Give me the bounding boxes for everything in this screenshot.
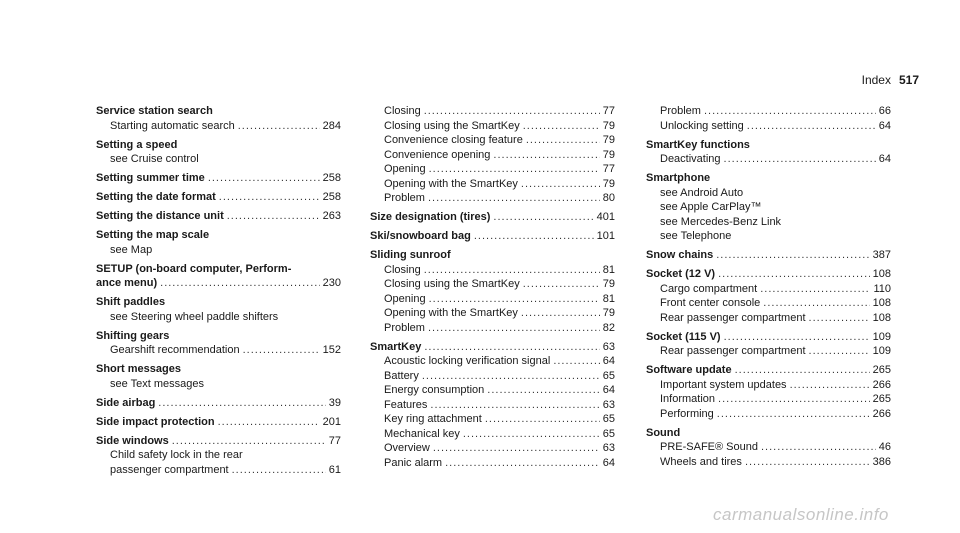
dot-leader <box>172 434 326 449</box>
page-reference: 64 <box>878 153 891 165</box>
index-entry <box>96 396 341 411</box>
index-heading <box>646 363 891 378</box>
entry-text: Setting summer time <box>96 172 205 184</box>
index-subentry <box>646 282 891 297</box>
page-reference: 79 <box>602 148 615 161</box>
entry-text: Socket (12 V) <box>646 268 716 280</box>
page-reference: 101 <box>596 230 615 242</box>
entry-text: Opening with the SmartKey <box>384 307 518 319</box>
index-subentry <box>370 369 615 384</box>
entry-text: Closing <box>384 105 421 117</box>
page-reference: 39 <box>328 396 341 409</box>
index-subentry <box>646 215 891 230</box>
page-reference: 109 <box>872 345 891 357</box>
page-reference: 265 <box>872 393 891 405</box>
page-reference: 284 <box>322 119 341 132</box>
dot-leader <box>716 248 869 263</box>
page-reference: 266 <box>872 407 891 420</box>
entry-text: Mechanical key <box>384 427 460 440</box>
index-heading <box>96 434 341 449</box>
index-entry <box>96 415 341 430</box>
dot-leader <box>422 369 600 384</box>
page-reference: 79 <box>602 278 615 290</box>
entry-text: Smartphone <box>646 172 711 184</box>
index-subentry <box>370 456 615 471</box>
index-heading <box>96 362 341 377</box>
dot-leader <box>430 398 599 413</box>
index-entry <box>370 248 615 335</box>
index-entry <box>370 104 615 206</box>
index-entry <box>96 104 341 133</box>
page-reference: 230 <box>322 277 341 289</box>
index-subentry <box>370 292 615 307</box>
page-reference: 79 <box>602 134 615 146</box>
index-heading <box>96 228 341 243</box>
entry-text: Cargo compartment <box>660 282 758 295</box>
entry-text: Starting automatic search <box>110 119 235 132</box>
entry-text: Side windows <box>96 434 169 447</box>
page-reference: 65 <box>602 369 615 382</box>
entry-text: Rear passenger compartment <box>660 345 806 357</box>
dot-leader <box>158 396 325 411</box>
dot-leader <box>424 340 599 355</box>
entry-text: Closing using the SmartKey <box>384 119 520 132</box>
page-reference: 152 <box>322 344 341 356</box>
index-heading <box>646 248 891 263</box>
page-reference: 387 <box>872 249 891 261</box>
page-reference: 81 <box>602 292 615 305</box>
index-subentry <box>646 392 891 407</box>
index-heading <box>96 209 341 224</box>
entry-text: Features <box>384 398 428 411</box>
entry-text: Opening with the SmartKey <box>384 177 518 190</box>
index-column-2 <box>370 104 615 475</box>
dot-leader <box>218 415 320 430</box>
index-subentry <box>96 310 341 325</box>
dot-leader <box>790 378 870 393</box>
index-subentry <box>646 378 891 393</box>
entry-text: see Map <box>110 243 153 256</box>
index-subentry <box>646 152 891 167</box>
page-reference: 64 <box>602 355 615 367</box>
entry-text: Panic alarm <box>384 456 443 469</box>
entry-text: passenger compartment <box>110 463 229 476</box>
page-number: 517 <box>898 73 919 87</box>
index-entry <box>96 434 341 478</box>
index-subentry <box>646 104 891 119</box>
dot-leader <box>219 190 320 205</box>
index-subentry <box>370 427 615 442</box>
index-title: Index <box>861 73 891 87</box>
index-entry <box>96 262 341 291</box>
entry-text: Acoustic locking verification signal <box>384 355 551 367</box>
entry-text: see Apple CarPlay™ <box>660 201 762 213</box>
index-subentry <box>96 243 341 258</box>
index-subentry <box>646 229 891 244</box>
index-subentry <box>96 119 341 134</box>
page-reference: 77 <box>602 105 615 117</box>
dot-leader <box>493 210 593 225</box>
entry-text: Energy consumption <box>384 384 485 396</box>
index-entry <box>646 426 891 470</box>
entry-text: Information <box>660 393 716 405</box>
entry-text: Sound <box>646 426 681 439</box>
index-subentry <box>370 321 615 336</box>
page-reference: 77 <box>328 434 341 447</box>
page-reference: 258 <box>322 191 341 203</box>
index-subentry <box>646 186 891 201</box>
entry-text: Opening <box>384 292 426 305</box>
entry-text: Problem <box>384 321 425 334</box>
index-entry <box>646 248 891 263</box>
index-heading <box>96 138 341 153</box>
index-heading <box>646 138 891 153</box>
dot-leader <box>523 277 600 292</box>
index-entry <box>646 330 891 359</box>
entry-text: Setting the distance unit <box>96 210 224 222</box>
dot-leader <box>474 229 594 244</box>
index-entry <box>96 329 341 358</box>
index-entry <box>96 295 341 324</box>
index-subentry <box>370 277 615 292</box>
watermark-text: carmanualsonline.info <box>713 505 889 524</box>
entry-text: SETUP (on-board computer, Perform- <box>96 262 292 275</box>
index-heading <box>96 171 341 186</box>
dot-leader <box>424 263 600 278</box>
page-reference: 66 <box>878 105 891 117</box>
page-reference: 258 <box>322 172 341 184</box>
dot-leader <box>208 171 320 186</box>
dot-leader <box>523 119 600 134</box>
index-subentry <box>370 383 615 398</box>
page-reference: 63 <box>602 442 615 454</box>
index-subentry <box>646 344 891 359</box>
index-heading <box>646 426 891 441</box>
index-entry <box>646 267 891 325</box>
entry-text: ance menu) <box>96 277 158 289</box>
entry-text: Size designation (tires) <box>370 211 491 223</box>
index-subentry <box>96 152 341 167</box>
index-heading <box>96 415 341 430</box>
dot-leader <box>809 311 870 326</box>
entry-text: PRE-SAFE® Sound <box>660 441 758 453</box>
index-subentry <box>646 296 891 311</box>
index-subentry <box>370 177 615 192</box>
index-subentry <box>370 398 615 413</box>
index-subentry <box>646 440 891 455</box>
entry-text: see Steering wheel paddle shifters <box>110 310 279 323</box>
page-reference: 79 <box>602 119 615 132</box>
dot-leader <box>243 343 320 358</box>
page-reference: 108 <box>872 268 891 280</box>
index-heading <box>370 210 615 225</box>
page-reference: 108 <box>872 311 891 324</box>
dot-leader <box>485 412 600 427</box>
dot-leader <box>735 363 870 378</box>
index-entry <box>96 209 341 224</box>
entry-text: Sliding sunroof <box>370 249 451 261</box>
dot-leader <box>724 152 876 167</box>
index-subentry <box>646 311 891 326</box>
index-heading <box>646 330 891 345</box>
index-heading <box>96 104 341 119</box>
index-heading <box>370 229 615 244</box>
dot-leader <box>445 456 600 471</box>
dot-leader <box>521 306 600 321</box>
page-reference: 64 <box>602 384 615 396</box>
entry-text: Battery <box>384 369 419 382</box>
index-subentry <box>370 191 615 206</box>
index-entry <box>96 171 341 186</box>
index-column-1 <box>96 104 341 482</box>
index-heading <box>96 295 341 310</box>
index-entry <box>96 138 341 167</box>
index-entry <box>96 362 341 391</box>
dot-leader <box>704 104 876 119</box>
page-reference: 401 <box>596 211 615 223</box>
entry-text: Service station search <box>96 105 213 117</box>
index-heading <box>370 248 615 263</box>
entry-text: Important system updates <box>660 378 787 391</box>
entry-text: Wheels and tires <box>660 455 742 468</box>
index-subentry <box>370 441 615 456</box>
dot-leader <box>429 162 600 177</box>
index-subentry <box>370 412 615 427</box>
entry-text: Child safety lock in the rear <box>110 449 243 461</box>
entry-text: Setting the map scale <box>96 229 210 241</box>
index-subentry <box>370 354 615 369</box>
entry-text: Performing <box>660 407 714 420</box>
page-reference: 263 <box>322 210 341 222</box>
dot-leader <box>763 296 869 311</box>
entry-text: Shift paddles <box>96 296 166 308</box>
index-entry <box>370 340 615 471</box>
entry-text: Opening <box>384 163 426 175</box>
dot-leader <box>232 463 326 478</box>
index-subentry <box>370 104 615 119</box>
dot-leader <box>429 292 600 307</box>
index-heading <box>96 276 341 291</box>
index-subentry <box>370 133 615 148</box>
dot-leader <box>227 209 320 224</box>
index-subentry <box>370 306 615 321</box>
dot-leader <box>718 267 870 282</box>
index-heading <box>96 329 341 344</box>
index-heading <box>96 190 341 205</box>
entry-text: Shifting gears <box>96 329 170 342</box>
page-reference: 65 <box>602 413 615 425</box>
index-heading <box>96 396 341 411</box>
index-subentry <box>646 200 891 215</box>
page-reference: 82 <box>602 321 615 334</box>
page-header <box>862 73 919 87</box>
entry-text: Software update <box>646 364 732 376</box>
entry-text: see Text messages <box>110 377 204 390</box>
dot-leader <box>717 407 870 422</box>
index-entry <box>370 210 615 225</box>
index-subentry <box>96 343 341 358</box>
dot-leader <box>428 321 600 336</box>
page-reference: 110 <box>873 282 891 295</box>
page-reference: 63 <box>602 340 615 353</box>
entry-text: Problem <box>660 105 701 117</box>
index-column-3 <box>646 104 891 474</box>
page-reference: 79 <box>602 177 615 190</box>
entry-text: Unlocking setting <box>660 119 744 132</box>
dot-leader <box>553 354 599 369</box>
entry-text: Problem <box>384 192 425 204</box>
entry-text: SmartKey <box>370 340 422 353</box>
entry-text: see Cruise control <box>110 153 199 165</box>
index-subentry <box>646 407 891 422</box>
entry-text: see Android Auto <box>660 186 744 199</box>
dot-leader <box>521 177 600 192</box>
page-reference: 201 <box>322 415 341 428</box>
dot-leader <box>463 427 600 442</box>
dot-leader <box>487 383 599 398</box>
index-subentry <box>96 448 341 463</box>
dot-leader <box>428 191 600 206</box>
dot-leader <box>761 440 876 455</box>
dot-leader <box>745 455 870 470</box>
entry-text: Ski/snowboard bag <box>370 230 471 242</box>
page-reference: 65 <box>602 427 615 440</box>
page-reference: 46 <box>878 441 891 453</box>
index-entry <box>646 138 891 167</box>
page-reference: 64 <box>602 456 615 469</box>
entry-text: Closing <box>384 263 421 276</box>
page-reference: 265 <box>872 364 891 376</box>
entry-text: Convenience closing feature <box>384 134 523 146</box>
dot-leader <box>424 104 600 119</box>
index-subentry <box>646 455 891 470</box>
dot-leader <box>718 392 870 407</box>
index-heading <box>96 262 341 277</box>
index-subentry <box>370 263 615 278</box>
dot-leader <box>433 441 600 456</box>
dot-leader <box>809 344 870 359</box>
index-subentry <box>370 148 615 163</box>
dot-leader <box>493 148 599 163</box>
page-reference: 386 <box>872 455 891 468</box>
entry-text: Side airbag <box>96 396 156 409</box>
page-reference: 61 <box>328 463 341 476</box>
entry-text: Side impact protection <box>96 415 215 428</box>
dot-leader <box>760 282 870 297</box>
entry-text: Convenience opening <box>384 148 491 161</box>
entry-text: Overview <box>384 442 430 454</box>
page-reference: 80 <box>602 192 615 204</box>
page-reference: 63 <box>602 398 615 411</box>
index-entry <box>96 190 341 205</box>
entry-text: Gearshift recommendation <box>110 344 240 356</box>
index-entry <box>646 104 891 133</box>
entry-text: Key ring attachment <box>384 413 482 425</box>
index-heading <box>646 267 891 282</box>
index-heading <box>370 340 615 355</box>
index-entry <box>96 228 341 257</box>
entry-text: see Mercedes-Benz Link <box>660 215 782 228</box>
index-entry <box>646 363 891 421</box>
index-subentry <box>96 377 341 392</box>
entry-text: Setting the date format <box>96 191 216 203</box>
dot-leader <box>724 330 870 345</box>
index-subentry <box>646 119 891 134</box>
page-reference: 266 <box>872 378 891 391</box>
dot-leader <box>747 119 876 134</box>
entry-text: see Telephone <box>660 230 732 242</box>
entry-text: Front center console <box>660 297 761 309</box>
index-entry <box>370 229 615 244</box>
page-reference: 79 <box>602 307 615 319</box>
entry-text: SmartKey functions <box>646 138 750 151</box>
entry-text: Rear passenger compartment <box>660 311 806 324</box>
page-reference: 81 <box>602 263 615 276</box>
index-subentry <box>370 162 615 177</box>
entry-text: Closing using the SmartKey <box>384 278 520 290</box>
index-entry <box>646 171 891 244</box>
index-subentry <box>96 463 341 478</box>
page-reference: 108 <box>872 297 891 309</box>
entry-text: Setting a speed <box>96 138 178 151</box>
entry-text: Deactivating <box>660 153 721 165</box>
entry-text: Short messages <box>96 363 181 375</box>
page-reference: 64 <box>878 119 891 132</box>
entry-text: Snow chains <box>646 249 714 261</box>
dot-leader <box>526 133 600 148</box>
dot-leader <box>238 119 320 134</box>
page-reference: 109 <box>872 330 891 343</box>
index-subentry <box>370 119 615 134</box>
entry-text: Socket (115 V) <box>646 330 721 343</box>
index-heading <box>646 171 891 186</box>
dot-leader <box>160 276 320 291</box>
page-reference: 77 <box>602 163 615 175</box>
